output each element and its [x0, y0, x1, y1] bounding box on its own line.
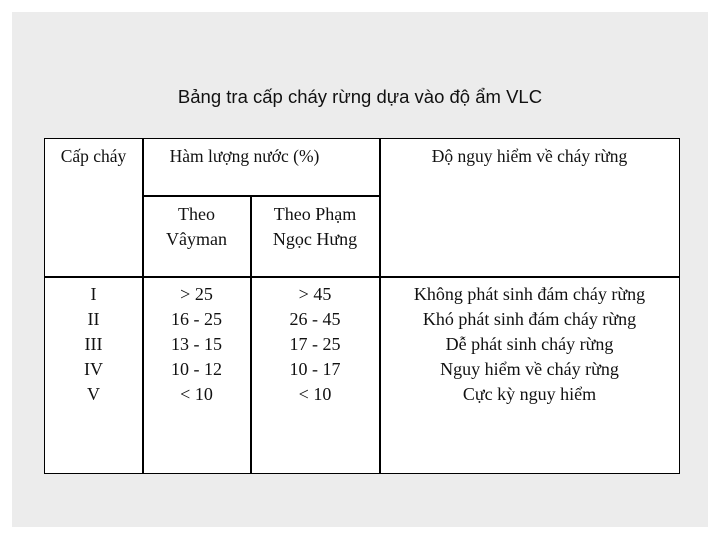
- level-cell: IV: [84, 359, 103, 379]
- fire-level-table: [44, 138, 680, 474]
- danger-cell: Cực kỳ nguy hiểm: [462, 384, 597, 404]
- column-danger: [380, 282, 679, 407]
- danger-cell: Không phát sinh đám cháy rừng: [413, 284, 646, 304]
- hung-cell: 26 - 45: [289, 309, 341, 329]
- table-title: Bảng tra cấp cháy rừng dựa vào độ ẩm VLC: [177, 86, 543, 107]
- vayman-cell: > 25: [180, 284, 213, 304]
- header-hung-line2: Ngọc Hưng: [272, 229, 358, 249]
- column-hung: [251, 282, 379, 407]
- level-cell: III: [84, 334, 103, 354]
- danger-cell: Nguy hiểm về cháy rừng: [440, 359, 619, 379]
- danger-cell: Dễ phát sinh cháy rừng: [445, 334, 614, 354]
- vayman-cell: 10 - 12: [171, 359, 222, 379]
- column-levels: [45, 282, 142, 407]
- header-vayman-line1: Theo: [178, 204, 215, 224]
- level-cell: I: [90, 284, 97, 304]
- header-vayman-line2: Vâyman: [166, 229, 227, 249]
- level-cell: II: [87, 309, 100, 329]
- hung-cell: > 45: [298, 284, 332, 304]
- header-moisture: Hàm lượng nước (%): [169, 146, 320, 166]
- row-divider-body: [45, 276, 679, 278]
- hung-cell: 10 - 17: [289, 359, 341, 379]
- header-vayman: [143, 202, 250, 252]
- header-hung: [251, 202, 379, 252]
- danger-cell: Khó phát sinh đám cháy rừng: [422, 309, 637, 329]
- hung-cell: 17 - 25: [289, 334, 341, 354]
- row-divider-header: [142, 195, 380, 197]
- vayman-cell: 13 - 15: [171, 334, 222, 354]
- header-level: Cấp cháy: [60, 146, 127, 166]
- level-cell: V: [87, 384, 100, 404]
- header-danger: Độ nguy hiểm về cháy rừng: [431, 146, 628, 166]
- hung-cell: < 10: [298, 384, 332, 404]
- vayman-cell: < 10: [180, 384, 213, 404]
- header-hung-line1: Theo Phạm: [273, 204, 357, 224]
- vayman-cell: 16 - 25: [171, 309, 222, 329]
- column-vayman: [143, 282, 250, 407]
